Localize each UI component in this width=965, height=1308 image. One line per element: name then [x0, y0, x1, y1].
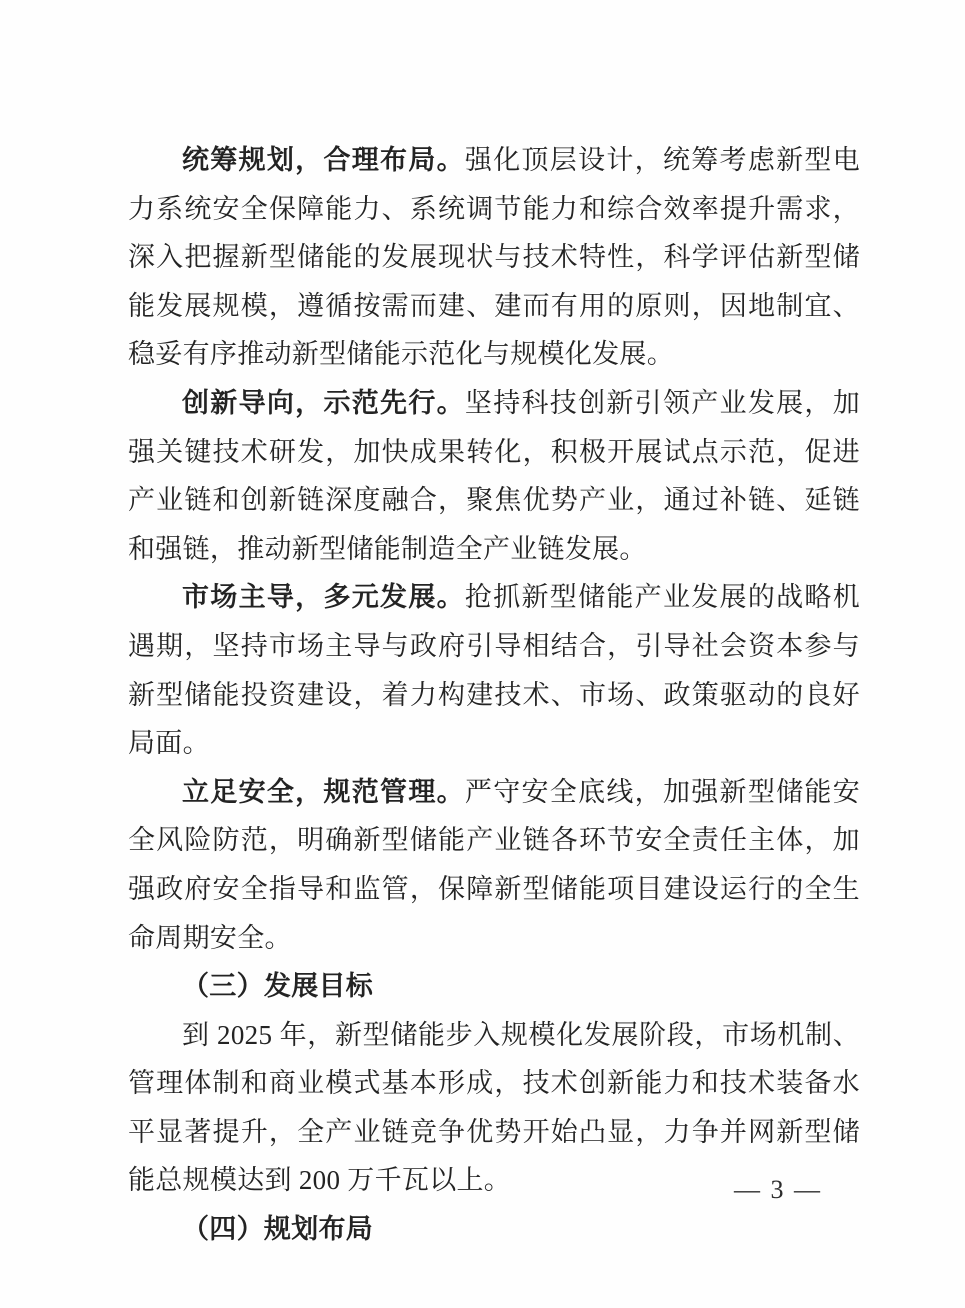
- paragraph: [128, 379, 860, 573]
- section-heading: [128, 962, 860, 1011]
- paragraph-lead: 统筹规划，合理布局。: [182, 145, 465, 175]
- paragraph: [128, 768, 860, 962]
- paragraph-text: 坚持科技创新引领产业发展，加强关键技术研发，加快成果转化，积极开展试点示范，促进产业链和创新链深度融合，聚焦优势产业，通过补链、延链和强链，推动新型储能制造全产业链发展。: [128, 387, 861, 564]
- heading-text: （三）发展目标: [182, 971, 374, 1002]
- page-number: — 3 —: [734, 1175, 822, 1204]
- paragraph-lead: 市场主导，多元发展。: [182, 582, 465, 613]
- paragraph-text: 强化顶层设计，统筹考虑新型电力系统安全保障能力、系统调节能力和综合效率提升需求，深入把握新型储能的发展现状与技术特性，科学评估新型储能发展规模，遵循按需而建、建而有用的原则，因地制宜、稳妥有序推动新型储能示范化与规模化发展。: [128, 145, 861, 370]
- paragraph-text: 到 2025 年，新型储能步入规模化发展阶段，市场机制、管理体制和商业模式基本形成，技术创新能力和技术装备水平显著提升，全产业链竞争优势开始凸显，力争并网新型储能总规模达到 200 万千瓦以上。: [128, 1019, 860, 1196]
- paragraph: [128, 573, 860, 767]
- section-heading: [128, 1205, 860, 1254]
- heading-text: （四）规划布局: [182, 1214, 374, 1245]
- paragraph-text: 抢抓新型储能产业发展的战略机遇期，坚持市场主导与政府引导相结合，引导社会资本参与新型储能投资建设，着力构建技术、市场、政策驱动的良好局面。: [128, 582, 861, 759]
- document-body: [128, 136, 860, 1254]
- paragraph-text: 严守安全底线，加强新型储能安全风险防范，明确新型储能产业链各环节安全责任主体，加强政府安全指导和监管，保障新型储能项目建设运行的全生命周期安全。: [128, 776, 861, 953]
- paragraph-lead: 立足安全，规范管理。: [182, 776, 465, 807]
- paragraph: [128, 136, 860, 379]
- paragraph-lead: 创新导向，示范先行。: [182, 387, 465, 418]
